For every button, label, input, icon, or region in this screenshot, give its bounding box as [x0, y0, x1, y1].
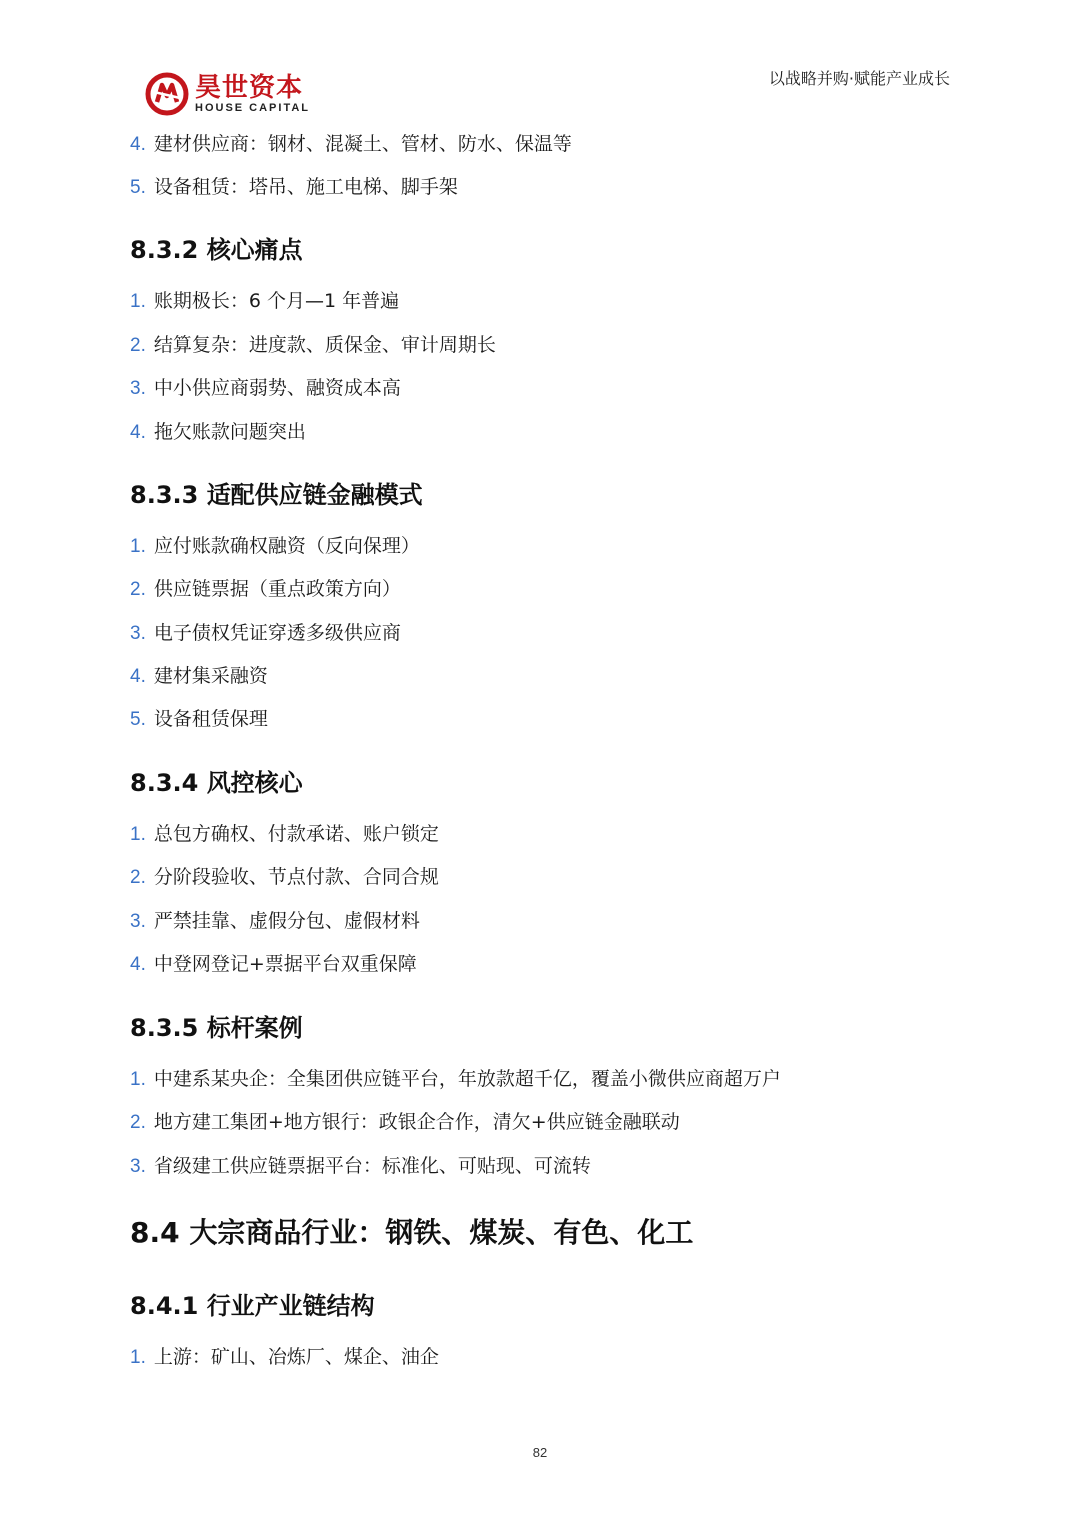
logo-chinese-name: 昊世资本	[195, 72, 304, 103]
section-heading-8-3-4: 8.3.4 风控核心	[130, 769, 303, 797]
list-text: 供应链票据（重点政策方向）	[153, 578, 401, 600]
list-number: 1.	[130, 1069, 146, 1090]
list-text: 设备租赁：塔吊、施工电梯、脚手架	[153, 176, 458, 198]
list-text: 分阶段验收、节点付款、合同合规	[153, 866, 439, 888]
page-number: 82	[532, 1445, 548, 1460]
list-number: 2.	[130, 1112, 146, 1133]
list-item	[130, 376, 401, 401]
list-number: 4.	[130, 422, 146, 443]
list-number: 4.	[130, 666, 146, 687]
list-number: 1.	[130, 1347, 146, 1368]
list-number: 2.	[130, 335, 146, 356]
list-text: 中登网登记+票据平台双重保障	[153, 953, 417, 975]
company-logo	[145, 72, 310, 116]
section-heading-8-4-1: 8.4.1 行业产业链结构	[130, 1292, 375, 1320]
list-item	[130, 420, 306, 445]
list-text: 总包方确权、付款承诺、账户锁定	[153, 823, 439, 845]
list-number: 2.	[130, 579, 146, 600]
list-number: 5.	[130, 709, 146, 730]
list-number: 2.	[130, 867, 146, 888]
list-item	[130, 132, 572, 157]
list-text: 中小供应商弱势、融资成本高	[153, 377, 401, 399]
list-item	[130, 333, 496, 358]
list-item	[130, 865, 439, 890]
list-text: 设备租赁保理	[153, 708, 268, 730]
list-text: 上游：矿山、冶炼厂、煤企、油企	[153, 1346, 439, 1368]
list-item	[130, 289, 399, 314]
list-text: 省级建工供应链票据平台：标准化、可贴现、可流转	[153, 1155, 591, 1177]
header-slogan: 以战略并购·赋能产业成长	[768, 69, 950, 88]
list-item	[130, 1154, 591, 1179]
list-number: 3.	[130, 623, 146, 644]
list-item	[130, 707, 268, 732]
list-text: 拖欠账款问题突出	[153, 421, 306, 443]
list-text: 电子债权凭证穿透多级供应商	[153, 622, 401, 644]
list-number: 3.	[130, 1156, 146, 1177]
list-number: 5.	[130, 177, 146, 198]
section-heading-8-4: 8.4 大宗商品行业：钢铁、煤炭、有色、化工	[130, 1216, 694, 1249]
list-item	[130, 175, 458, 200]
list-text: 严禁挂靠、虚假分包、虚假材料	[153, 910, 420, 932]
list-text: 建材集采融资	[153, 665, 268, 687]
section-heading-8-3-5: 8.3.5 标杆案例	[130, 1014, 303, 1042]
list-text: 账期极长：6 个月—1 年普遍	[153, 290, 400, 312]
list-item	[130, 952, 417, 977]
list-text: 结算复杂：进度款、质保金、审计周期长	[153, 334, 496, 356]
list-number: 1.	[130, 291, 146, 312]
list-item	[130, 621, 401, 646]
list-text: 建材供应商：钢材、混凝土、管材、防水、保温等	[153, 133, 572, 155]
list-item	[130, 822, 439, 847]
list-item	[130, 909, 420, 934]
logo-english-name: HOUSE CAPITAL	[195, 101, 311, 114]
list-number: 4.	[130, 134, 146, 155]
list-number: 1.	[130, 824, 146, 845]
house-capital-logo-icon	[145, 72, 189, 116]
list-text: 中建系某央企：全集团供应链平台，年放款超千亿，覆盖小微供应商超万户	[153, 1068, 781, 1090]
list-item	[130, 577, 401, 602]
list-item	[130, 1345, 439, 1370]
list-number: 1.	[130, 536, 146, 557]
list-number: 3.	[130, 378, 146, 399]
list-text: 应付账款确权融资（反向保理）	[153, 535, 420, 557]
list-item	[130, 534, 420, 559]
section-heading-8-3-3: 8.3.3 适配供应链金融模式	[130, 481, 423, 509]
list-text: 地方建工集团+地方银行：政银企合作，清欠+供应链金融联动	[153, 1111, 680, 1133]
list-number: 3.	[130, 911, 146, 932]
list-item	[130, 664, 268, 689]
list-item	[130, 1110, 680, 1135]
list-item	[130, 1067, 781, 1092]
list-number: 4.	[130, 954, 146, 975]
section-heading-8-3-2: 8.3.2 核心痛点	[130, 236, 303, 264]
